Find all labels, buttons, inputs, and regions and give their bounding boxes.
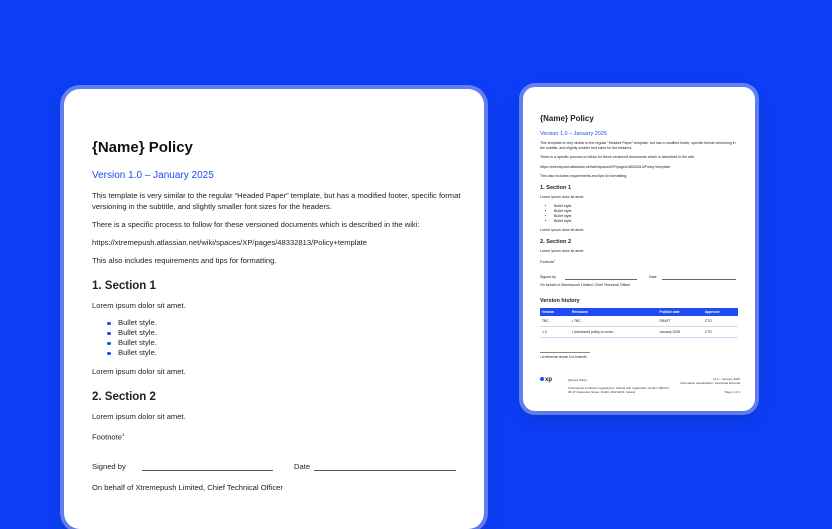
intro-paragraph: This template is very similar to the regular “Headed Paper” template, but has a modified footer, specific format versioning in the subtitle, and slightly smaller font sizes for the headers. xyxy=(540,141,736,151)
doc-version: Version 1.0 – January 2025 xyxy=(92,170,214,181)
footnote-text xyxy=(92,429,462,443)
footer-classification: Information classification: Restricted External xyxy=(680,381,740,385)
document-page-small xyxy=(523,87,755,411)
list-item: • Bullet style. xyxy=(554,204,738,209)
table-cell: CTO xyxy=(703,316,738,327)
table-row xyxy=(540,327,738,338)
list-item: • Bullet style. xyxy=(554,214,738,219)
table-cell: DRAFT xyxy=(657,316,702,327)
column-header: Revisions xyxy=(570,308,657,316)
signature-line[interactable] xyxy=(565,279,637,280)
footer-address-block xyxy=(568,386,678,394)
bullet-list xyxy=(92,318,462,358)
section-1-heading: 1. Section 1 xyxy=(540,185,572,192)
wiki-url: https://xtremepush.atlassian.net/wiki/spaces/XP/pages/48332813/Policy+template xyxy=(540,164,671,169)
date-label: Date xyxy=(294,462,311,471)
column-header: Approver xyxy=(703,308,738,316)
signed-by-label: Signed by xyxy=(540,275,556,280)
list-item: Bullet style. xyxy=(118,328,462,338)
table-cell-text: Introduced policy to cover... xyxy=(574,330,616,335)
tips-paragraph: This also includes requirements and tips for formatting. xyxy=(92,256,277,265)
table-cell: 1.0 xyxy=(540,327,570,338)
list-item: • Bullet style. xyxy=(554,219,738,224)
table-cell-text: TBC xyxy=(574,319,581,324)
behalf-text: On behalf of Xtremepush Limited, Chief Technical Officer xyxy=(540,283,631,288)
table-cell: • Introduced policy to cover... xyxy=(570,327,657,338)
footnote-label: Footnote xyxy=(92,432,122,442)
process-paragraph: There is a specific process to follow for these versioned documents which is described in the wiki: xyxy=(540,155,696,160)
section-1-heading: 1. Section 1 xyxy=(92,280,156,292)
list-item: • Bullet style. xyxy=(554,209,738,214)
footer-version-block xyxy=(680,377,740,385)
column-header: Publish date xyxy=(657,308,702,316)
footer-company: Xtremepush Limited is registered in Ireland with registration number 382744 xyxy=(568,386,669,390)
lorem-paragraph: Lorem ipsum dolor sit amet. xyxy=(92,367,186,376)
bullet-list xyxy=(540,204,738,224)
document-page-large xyxy=(64,89,484,529)
version-history-heading: Version history xyxy=(540,298,580,305)
table-header-row xyxy=(540,308,738,316)
signed-by-label: Signed by xyxy=(92,462,126,471)
lorem-paragraph: Lorem ipsum dolor sit amet. xyxy=(540,249,585,254)
lorem-paragraph: Lorem ipsum dolor sit amet. xyxy=(540,228,585,233)
version-history-table xyxy=(540,308,738,338)
footnote-mark: 1 xyxy=(121,432,125,437)
column-header: Version xyxy=(540,308,570,316)
intro-paragraph: This template is very similar to the regular “Headed Paper” template, but has a modified footer, specific format versioning in the subtitle, and slightly smaller font sizes for the headers. xyxy=(92,191,461,211)
section-2-heading: 2. Section 2 xyxy=(540,239,572,246)
footnote-reference: ¹ A reference shown in a footnote xyxy=(540,355,587,360)
doc-title: {Name} Policy xyxy=(540,114,594,123)
table-row xyxy=(540,316,738,327)
list-item: Bullet style. xyxy=(118,348,462,358)
doc-title: {Name} Policy xyxy=(92,139,193,156)
table-cell: CTO xyxy=(703,327,738,338)
doc-version: Version 1.0 – January 2025 xyxy=(540,131,607,137)
footer-version: v1.0 – January 2025 xyxy=(712,377,740,381)
table-cell: • TBC xyxy=(570,316,657,327)
xp-logo xyxy=(540,377,552,383)
table-cell: January 2025 xyxy=(657,327,702,338)
process-paragraph: There is a specific process to follow for these versioned documents which is described in the wiki: xyxy=(92,220,420,229)
behalf-text: On behalf of Xtremepush Limited, Chief Technical Officer xyxy=(92,483,283,492)
tips-paragraph: This also includes requirements and tips for formatting. xyxy=(540,173,628,178)
list-item: Bullet style. xyxy=(118,338,462,348)
wiki-url: https://xtremepush.atlassian.net/wiki/spaces/XP/pages/48332813/Policy+template xyxy=(92,238,368,247)
section-2-heading: 2. Section 2 xyxy=(92,391,156,403)
footnote-text xyxy=(540,259,738,265)
footnote-mark: 1 xyxy=(554,259,556,262)
footer-address: 36-37 Clarendon Street, Dublin, D02 E634, Ireland xyxy=(568,390,636,394)
list-item: Bullet style. xyxy=(118,318,462,328)
date-line[interactable] xyxy=(314,470,456,471)
table-cell: TBC xyxy=(540,316,570,327)
date-line[interactable] xyxy=(662,279,736,280)
signature-line[interactable] xyxy=(142,470,273,471)
footer-page-number: Page 1 of 1 xyxy=(724,390,740,394)
signature-row xyxy=(540,275,738,283)
logo-dot-icon xyxy=(540,377,544,381)
logo-text: xp xyxy=(545,377,553,383)
lorem-paragraph: Lorem ipsum dolor sit amet. xyxy=(92,412,186,421)
lorem-paragraph: Lorem ipsum dolor sit amet. xyxy=(92,301,186,310)
footnote-divider xyxy=(540,352,590,353)
lorem-paragraph: Lorem ipsum dolor sit amet. xyxy=(540,195,585,200)
date-label: Date xyxy=(649,275,657,280)
footnote-label: Footnote xyxy=(540,259,555,264)
footer-policy-name: {Name} Policy xyxy=(568,378,587,382)
